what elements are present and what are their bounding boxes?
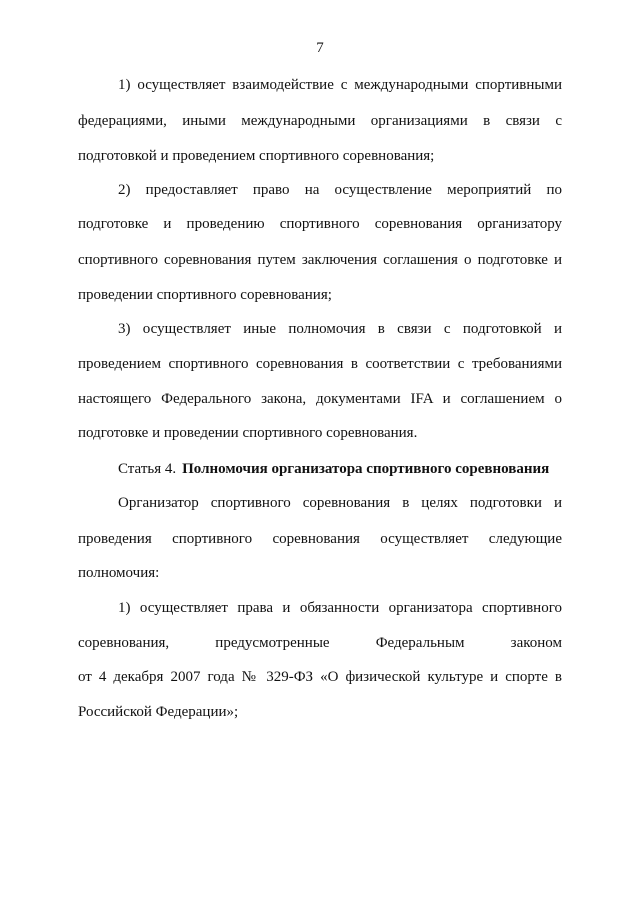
text-line: Организатор спортивного соревнования в целях подготовки и <box>118 495 562 511</box>
text-line: настоящего Федерального закона, документами IFA и соглашением о <box>78 391 562 407</box>
text-line: проведении спортивного соревнования; <box>78 287 332 303</box>
text-line: подготовке и проведении спортивного соревнования. <box>78 425 418 441</box>
text-line: проведения спортивного соревнования осуществляет следующие <box>78 531 562 547</box>
text-line: от 4 декабря 2007 года № 329-ФЗ «О физической культуре и спорте в <box>78 669 562 685</box>
text-line: 3) осуществляет иные полномочия в связи с подготовкой и <box>118 321 562 337</box>
text-line: федерациями, иными международными организациями в связи с <box>78 113 562 129</box>
text-line: 1) осуществляет права и обязанности организатора спортивного <box>118 600 562 616</box>
text-line: 2) предоставляет право на осуществление мероприятий по <box>118 182 562 198</box>
text-line: соревнования, предусмотренные Федеральным законом <box>78 635 562 651</box>
text-line: подготовкой и проведением спортивного соревнования; <box>78 148 435 164</box>
article-title: Полномочия организатора спортивного соревнования <box>182 461 550 477</box>
page-number: 7 <box>316 40 324 56</box>
text-line: подготовке и проведению спортивного соревнования организатору <box>78 216 562 232</box>
text-line: проведением спортивного соревнования в соответствии с требованиями <box>78 356 562 372</box>
article-heading <box>118 460 562 478</box>
text-line: спортивного соревнования путем заключения соглашения о подготовке и <box>78 252 562 268</box>
text-line: Российской Федерации»; <box>78 704 239 720</box>
article-number: Статья 4. <box>118 461 177 477</box>
text-line: 1) осуществляет взаимодействие с международными спортивными <box>118 77 562 93</box>
text-line: полномочия: <box>78 565 160 581</box>
